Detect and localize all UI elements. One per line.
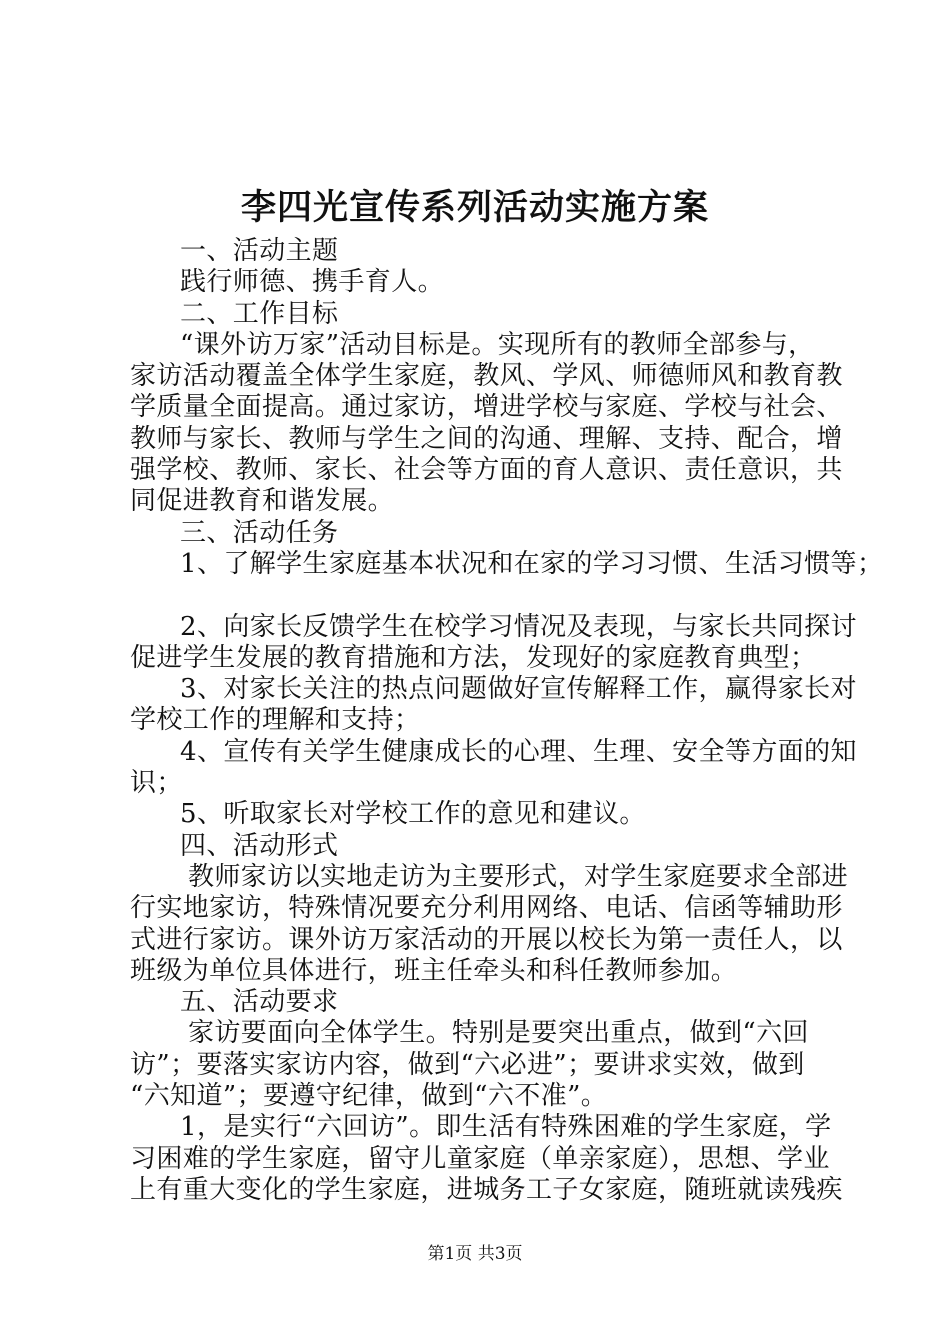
text-line: 教师家访以实地走访为主要形式，对学生家庭要求全部进 xyxy=(188,861,849,892)
page-footer: 第1页 共3页 xyxy=(427,1244,523,1264)
text-line: 强学校、教师、家长、社会等方面的育人意识、责任意识，共 xyxy=(130,455,843,486)
text-line: 四、活动形式 xyxy=(180,830,339,861)
text-line: 二、工作目标 xyxy=(180,298,339,329)
document-title: 李四光宣传系列活动实施方案 xyxy=(240,187,709,228)
text-line: 行实地家访，特殊情况要充分利用网络、电话、信函等辅助形 xyxy=(130,893,843,924)
text-line: 学校工作的理解和支持； xyxy=(130,705,421,736)
text-line: 班级为单位具体进行，班主任牵头和科任教师参加。 xyxy=(130,955,738,986)
text-line: 践行师德、携手育人。 xyxy=(180,267,445,298)
text-line: 教师与家长、教师与学生之间的沟通、理解、支持、配合，增 xyxy=(130,423,843,454)
text-line: “六知道”；要遵守纪律，做到“六不准”。 xyxy=(130,1081,608,1112)
text-line: 3、对家长关注的热点问题做好宣传解释工作，赢得家长对 xyxy=(180,674,857,705)
text-line: 习困难的学生家庭，留守儿童家庭（单亲家庭），思想、学业 xyxy=(130,1143,830,1174)
text-line: 一、活动主题 xyxy=(180,236,339,266)
text-line: 同促进教育和谐发展。 xyxy=(130,486,395,517)
text-line: 式进行家访。课外访万家活动的开展以校长为第一责任人，以 xyxy=(130,924,843,955)
text-line: 家访要面向全体学生。特别是要突出重点，做到“六回 xyxy=(188,1018,809,1049)
text-line: 5、听取家长对学校工作的意见和建议。 xyxy=(180,799,646,830)
text-line: 访”；要落实家访内容，做到“六必进”；要讲求实效，做到 xyxy=(130,1049,805,1080)
text-line: 上有重大变化的学生家庭，进城务工子女家庭，随班就读残疾 xyxy=(130,1174,843,1205)
text-line: “课外访万家”活动目标是。实现所有的教师全部参与， xyxy=(180,329,815,360)
text-line: 1，是实行“六回访”。即生活有特殊困难的学生家庭，学 xyxy=(180,1112,832,1143)
text-line: 4、宣传有关学生健康成长的心理、生理、安全等方面的知 xyxy=(180,736,857,767)
blank-line xyxy=(130,580,830,611)
text-line: 1、了解学生家庭基本状况和在家的学习习惯、生活习惯等； xyxy=(180,548,884,579)
text-line: 促进学生发展的教育措施和方法，发现好的家庭教育典型； xyxy=(130,642,817,673)
text-line: 五、活动要求 xyxy=(180,987,339,1018)
text-line: 家访活动覆盖全体学生家庭，教风、学风、师德师风和教育教 xyxy=(130,361,843,392)
text-line: 三、活动任务 xyxy=(180,517,339,548)
text-line: 学质量全面提高。通过家访，增进学校与家庭、学校与社会、 xyxy=(130,392,843,423)
document-body xyxy=(130,236,884,1206)
text-line: 识； xyxy=(130,768,183,799)
text-line: 2、向家长反馈学生在校学习情况及表现，与家长共同探讨 xyxy=(180,611,857,642)
